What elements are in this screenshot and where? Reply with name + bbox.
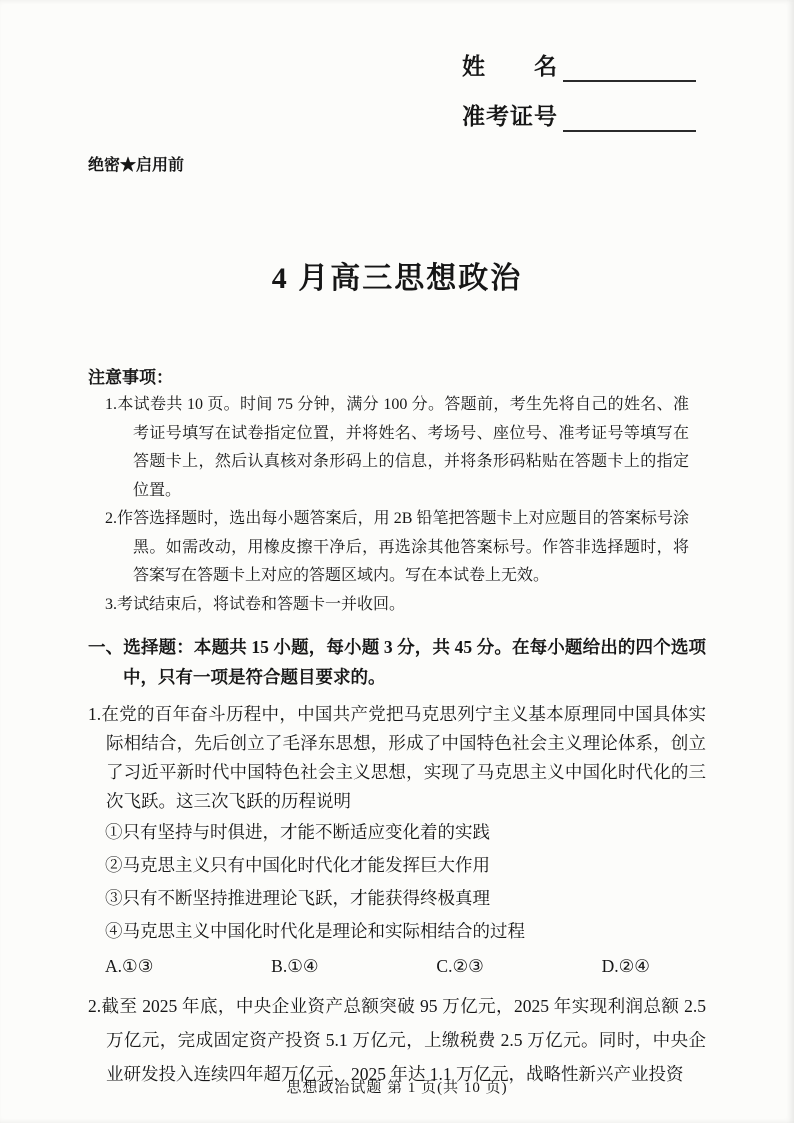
question-1-statement-1: ①只有坚持与时俱进，才能不断适应变化着的实践 [105, 822, 490, 842]
choice-a: A.①③ [105, 956, 154, 976]
notes-heading: 注意事项： [88, 368, 173, 387]
choice-d: D.②④ [601, 956, 650, 976]
choice-c: C.②③ [436, 956, 484, 976]
name-blank-line [563, 52, 696, 82]
section-one-heading: 一、选择题：本题共 15 小题，每小题 3 分，共 45 分。在每小题给出的四个选项中，只有一项是符合题目要求的。 [88, 637, 706, 687]
question-1-choices-row [105, 951, 650, 981]
secret-label: 绝密★启用前 [88, 157, 185, 174]
choice-b: B.①④ [271, 956, 319, 976]
question-1-statement-4: ④马克思主义中国化时代化是理论和实际相结合的过程 [105, 921, 525, 941]
question-1-statement-3: ③只有不断坚持推进理论飞跃，才能获得终极真理 [105, 888, 490, 908]
exam-no-label: 准考证号 [462, 104, 558, 130]
note-item-1: 1.本试卷共 10 页。时间 75 分钟，满分 100 分。答题前，考生先将自己的姓名、准考证号填写在试卷指定位置，并将姓名、考场号、座位号、准考证号等填写在答题卡上，然后认真核对条形码上的信息，并将条形码粘贴在答题卡上的指定位置。 [105, 396, 689, 499]
note-item-3: 3.考试结束后，将试卷和答题卡一并收回。 [105, 595, 406, 613]
name-label: 姓 名 [462, 54, 558, 80]
notes-section [88, 363, 706, 619]
question-1-statement-2: ②马克思主义只有中国化时代化才能发挥巨大作用 [105, 855, 490, 875]
question-1 [88, 700, 706, 981]
name-field-row [462, 52, 706, 82]
question-1-stem: 1.在党的百年奋斗历程中，中国共产党把马克思列宁主义基本原理同中国具体实际相结合，先后创立了毛泽东思想，形成了中国特色社会主义理论体系，创立了习近平新时代中国特色社会主义思想，实现了马克思主义中国化时代化的三次飞跃。这三次飞跃的历程说明 [88, 704, 706, 811]
exam-no-field-row [462, 102, 706, 132]
page-footer: 思想政治试题 第 1 页(共 10 页) [286, 1080, 508, 1096]
note-item-2: 2.作答选择题时，选出每小题答案后，用 2B 铅笔把答题卡上对应题目的答案标号涂黑。如需改动，用橡皮擦干净后，再选涂其他答案标号。作答非选择题时，将答案写在答题卡上对应的答题区域内。写在本试卷上无效。 [105, 510, 689, 584]
exam-no-blank-line [563, 102, 696, 132]
exam-title: 4 月高三思想政治 [271, 262, 523, 295]
question-2-stem: 2.截至 2025 年底，中央企业资产总额突破 95 万亿元，2025 年实现利润总额 2.5 万亿元，完成固定资产投资 5.1 万亿元，上缴税费 2.5 万亿元。同时，中央企业研发投入连续四年超万亿元，2025 年达 1.1 万亿元，战略性新兴产业投资 [88, 996, 706, 1084]
